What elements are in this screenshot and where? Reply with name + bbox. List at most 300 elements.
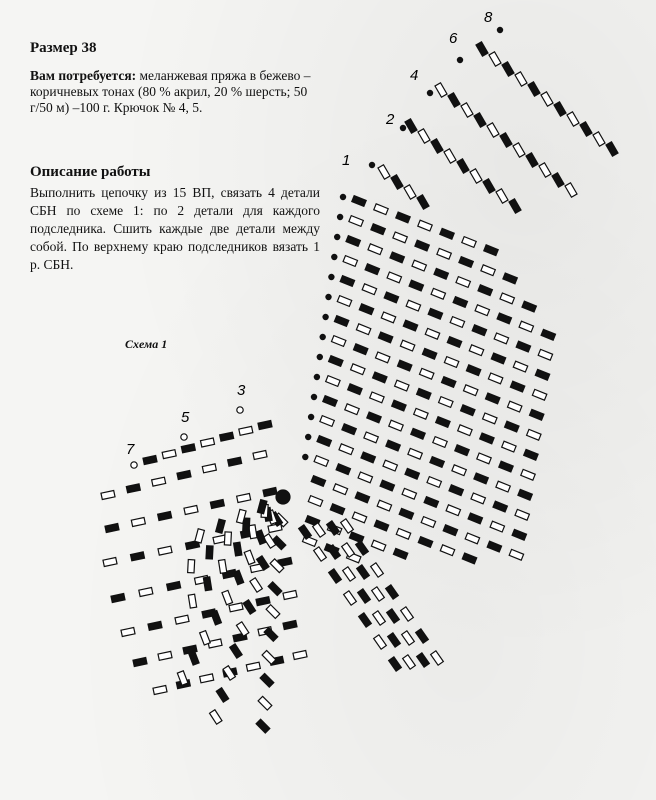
stitch <box>188 651 199 665</box>
stitch <box>343 567 356 581</box>
stitch <box>593 132 605 146</box>
chain-dot <box>323 314 328 319</box>
chain-dot <box>338 214 343 219</box>
stitch <box>328 545 341 559</box>
stitch <box>505 421 519 432</box>
stitch <box>373 372 387 383</box>
stitch <box>425 328 439 339</box>
stitch <box>105 524 119 533</box>
stitch <box>421 517 435 528</box>
row-number: 6 <box>449 30 458 47</box>
stitch <box>356 324 370 335</box>
stitch <box>490 521 504 532</box>
stitch <box>397 360 411 371</box>
stitch <box>101 491 115 500</box>
stitch <box>348 384 362 395</box>
stitch <box>158 546 172 555</box>
stitch <box>503 273 517 284</box>
stitch <box>502 62 514 76</box>
stitch <box>509 199 521 213</box>
stitch <box>400 340 414 351</box>
stitch <box>352 512 366 523</box>
stitch <box>327 521 340 535</box>
stitch <box>237 494 251 503</box>
stitch <box>448 93 460 107</box>
stitch <box>177 471 191 480</box>
stitch <box>390 252 404 263</box>
stitch <box>188 560 195 573</box>
stitch <box>130 552 144 561</box>
stitch <box>244 550 255 564</box>
stitch <box>313 523 326 537</box>
stitch <box>224 532 231 545</box>
stitch <box>344 591 357 605</box>
stitch <box>478 285 492 296</box>
stitch <box>606 142 618 156</box>
row-number: 8 <box>484 9 493 26</box>
stitch <box>446 505 460 516</box>
stitch <box>491 353 505 364</box>
stitch <box>427 477 441 488</box>
stitch <box>330 504 344 515</box>
stitch <box>414 408 428 419</box>
stitch <box>349 216 363 227</box>
row-number: 4 <box>410 67 419 84</box>
chain-dot <box>497 27 502 32</box>
stitch <box>320 416 334 427</box>
stitch <box>126 484 140 493</box>
stitch <box>428 308 442 319</box>
row-number: 3 <box>237 382 246 399</box>
stitch <box>293 651 307 660</box>
stitch <box>337 296 351 307</box>
stitch <box>444 357 458 368</box>
stitch <box>462 553 476 564</box>
chain-dot <box>309 414 314 419</box>
stitch <box>317 436 331 447</box>
stitch <box>181 444 195 453</box>
stitch <box>200 438 214 447</box>
stitch <box>457 159 469 173</box>
stitch <box>431 651 444 665</box>
stitch <box>405 119 417 133</box>
stitch <box>353 344 367 355</box>
stitch <box>515 509 529 520</box>
stitch <box>402 631 415 645</box>
stitch <box>518 489 532 500</box>
stitch <box>158 651 172 660</box>
stitch <box>502 441 516 452</box>
row-number: 1 <box>342 152 351 169</box>
stitch <box>516 341 530 352</box>
stitch <box>494 333 508 344</box>
stitch <box>314 456 328 467</box>
stitch <box>308 496 322 507</box>
stitch <box>283 621 297 630</box>
stitch <box>431 288 445 299</box>
stitch <box>493 501 507 512</box>
stitch <box>433 437 447 448</box>
stitch <box>497 313 511 324</box>
stitch <box>476 42 488 56</box>
stitch <box>387 272 401 283</box>
stitch <box>228 457 242 466</box>
stitch <box>417 388 431 399</box>
stitch <box>143 456 157 465</box>
stitch <box>364 432 378 443</box>
stitch <box>351 364 365 375</box>
size-heading: Размер 38 <box>30 40 97 56</box>
stitch <box>210 710 222 724</box>
stitch <box>430 457 444 468</box>
stitch <box>469 345 483 356</box>
stitch <box>200 674 214 683</box>
stitch <box>472 325 486 336</box>
stitch <box>480 433 494 444</box>
stitch <box>528 82 540 96</box>
stitch <box>162 450 176 459</box>
stitch <box>522 301 536 312</box>
stitch <box>483 413 497 424</box>
stitch <box>401 607 414 621</box>
stitch <box>499 461 513 472</box>
stitch <box>220 432 234 441</box>
stitch <box>567 112 579 126</box>
stitch <box>515 72 527 86</box>
stitch <box>352 196 366 207</box>
stitch <box>510 381 524 392</box>
stitch <box>436 417 450 428</box>
stitch <box>538 349 552 360</box>
stitch <box>417 653 430 667</box>
stitch <box>358 589 371 603</box>
stitch <box>266 605 280 619</box>
chain-dot <box>332 254 337 259</box>
stitch <box>386 585 399 599</box>
stitch <box>329 569 342 583</box>
stitch <box>387 609 400 623</box>
stitch <box>487 541 501 552</box>
stitch <box>471 493 485 504</box>
stitch <box>418 129 430 143</box>
stitch <box>299 525 312 539</box>
stitch <box>483 179 495 193</box>
stitch <box>375 352 389 363</box>
chain-dot <box>237 407 243 413</box>
stitch <box>374 204 388 215</box>
stitch <box>509 549 523 560</box>
stitch <box>395 380 409 391</box>
stitch <box>133 658 147 667</box>
stitch <box>470 169 482 183</box>
stitch <box>342 424 356 435</box>
stitch <box>565 183 577 197</box>
stitch <box>148 621 162 630</box>
stitch <box>229 603 243 612</box>
stitch <box>418 537 432 548</box>
stitch <box>377 500 391 511</box>
stitch <box>487 123 499 137</box>
chain-dot <box>335 234 340 239</box>
stitch <box>388 633 401 647</box>
stitch <box>246 662 260 671</box>
stitch <box>418 220 432 231</box>
stitch <box>484 245 498 256</box>
stitch <box>512 529 526 540</box>
stitch <box>477 453 491 464</box>
stitch <box>368 244 382 255</box>
stitch <box>373 611 386 625</box>
stitch <box>195 529 205 543</box>
stitch <box>345 404 359 415</box>
chain-dot <box>427 90 432 95</box>
stitch <box>139 588 153 597</box>
stitch <box>419 368 433 379</box>
chain-dot <box>306 434 311 439</box>
stitch <box>152 477 166 486</box>
stitch <box>256 597 270 606</box>
stitch <box>416 629 429 643</box>
stitch <box>409 280 423 291</box>
stitch <box>202 464 216 473</box>
stitch <box>336 464 350 475</box>
stitch <box>216 519 226 533</box>
stitch <box>527 429 541 440</box>
stitch <box>465 533 479 544</box>
stitch <box>456 277 470 288</box>
stitch <box>222 590 233 604</box>
chain-dot <box>320 334 325 339</box>
scheme-label: Схема 1 <box>125 337 168 351</box>
stitch <box>253 451 267 460</box>
stitch <box>340 276 354 287</box>
stitch <box>524 449 538 460</box>
chain-dot <box>311 394 316 399</box>
stitch <box>539 163 551 177</box>
stitch <box>239 426 253 435</box>
stitch <box>580 122 592 136</box>
stitch <box>447 337 461 348</box>
stitch <box>356 541 369 555</box>
stitch <box>258 421 272 430</box>
stitch <box>362 284 376 295</box>
stitch <box>513 143 525 157</box>
stitch <box>411 428 425 439</box>
stitch <box>402 488 416 499</box>
chain-dot <box>326 294 331 299</box>
stitch <box>372 587 385 601</box>
stitch <box>526 153 538 167</box>
stitch <box>243 600 255 614</box>
stitch <box>355 492 369 503</box>
stitch <box>552 173 564 187</box>
stitch <box>374 520 388 531</box>
stitch <box>234 542 242 556</box>
stitch <box>233 570 244 584</box>
stitch <box>334 316 348 327</box>
stitch <box>403 655 416 669</box>
stitch <box>500 133 512 147</box>
description-heading: Описание работы <box>30 164 151 180</box>
stitch <box>380 480 394 491</box>
stitch <box>441 377 455 388</box>
stitch <box>323 396 337 407</box>
stitch <box>103 558 117 567</box>
stitch <box>474 113 486 127</box>
stitch <box>437 248 451 259</box>
stitch <box>458 425 472 436</box>
stitch <box>521 469 535 480</box>
stitch <box>211 610 222 624</box>
stitch <box>403 320 417 331</box>
stitch <box>434 268 448 279</box>
stitch <box>386 440 400 451</box>
stitch <box>311 476 325 487</box>
stitch <box>461 103 473 117</box>
stitch <box>535 369 549 380</box>
stitch <box>218 560 226 574</box>
stitch <box>361 452 375 463</box>
stitch <box>513 361 527 372</box>
stitch <box>262 651 276 665</box>
stitch <box>399 508 413 519</box>
stitch <box>389 420 403 431</box>
stitch <box>393 548 407 559</box>
stitch <box>412 260 426 271</box>
stitch <box>210 500 224 509</box>
stitch <box>405 468 419 479</box>
description-text: Выполнить цепочку из 15 ВП, связать 4 детали СБН по схеме 1: по 2 детали для каждого подследника. Сшить каждые две детали между собой. По верхнему краю подследников вязать 1 р. СБН. <box>30 185 320 272</box>
stitch <box>358 472 372 483</box>
stitch <box>417 195 429 209</box>
stitch <box>459 257 473 268</box>
stitch <box>371 540 385 551</box>
stitch <box>541 329 555 340</box>
stitch <box>357 565 370 579</box>
stitch <box>408 448 422 459</box>
materials-label: Вам потребуется: <box>30 68 137 83</box>
stitch <box>260 673 274 687</box>
stitch <box>264 628 278 642</box>
stitch <box>532 389 546 400</box>
chain-dot <box>369 162 374 167</box>
chain-dot <box>131 462 137 468</box>
stitch <box>496 481 510 492</box>
stitch <box>444 149 456 163</box>
stitch <box>443 525 457 536</box>
stitch <box>391 175 403 189</box>
stitch <box>188 594 196 608</box>
stitch <box>258 696 272 710</box>
chain-dot <box>303 454 308 459</box>
stitch <box>404 185 416 199</box>
stitch <box>208 639 222 648</box>
stitch <box>439 397 453 408</box>
stitch <box>263 488 277 497</box>
stitch <box>206 546 213 559</box>
stitch <box>485 393 499 404</box>
stitch <box>554 102 566 116</box>
stitch <box>111 594 125 603</box>
stitch <box>167 582 181 591</box>
stitch <box>378 165 390 179</box>
stitch <box>450 317 464 328</box>
stitch <box>370 392 384 403</box>
stitch <box>346 236 360 247</box>
stitch <box>381 312 395 323</box>
stitch <box>424 497 438 508</box>
stitch <box>256 719 270 733</box>
stitch <box>268 582 282 596</box>
chain-dot <box>314 374 319 379</box>
stitch <box>431 139 443 153</box>
stitch <box>175 615 189 624</box>
stitch <box>519 321 533 332</box>
stitch <box>131 518 145 527</box>
stitch <box>396 528 410 539</box>
stitch <box>463 385 477 396</box>
stitch <box>466 365 480 376</box>
row-number: 7 <box>126 441 135 458</box>
chain-dot <box>457 57 462 62</box>
stitch <box>200 631 211 645</box>
stitch <box>158 512 172 521</box>
stitch <box>452 465 466 476</box>
stitch <box>374 635 387 649</box>
stitch <box>371 563 384 577</box>
stitch <box>393 232 407 243</box>
stitch <box>283 591 297 600</box>
stitch <box>329 356 343 367</box>
stitch <box>396 212 410 223</box>
stitch <box>121 628 135 637</box>
stitch <box>474 473 488 484</box>
stitch <box>481 265 495 276</box>
stitch <box>449 485 463 496</box>
stitch <box>529 409 543 420</box>
stitch <box>339 444 353 455</box>
stitch <box>326 376 340 387</box>
stitch <box>365 264 379 275</box>
start-ring <box>276 490 290 504</box>
stitch <box>488 373 502 384</box>
materials-text: меланжевая пряжа в бежево – коричневых тонах (80 % акрил, 20 % шерсть; 50 г/50 м) –100 г. Крючок № 4, 5. <box>30 68 311 115</box>
chain-dot <box>317 354 322 359</box>
stitch <box>359 304 373 315</box>
stitch <box>250 578 262 592</box>
stitch <box>359 613 372 627</box>
stitch <box>389 657 402 671</box>
stitch <box>496 189 508 203</box>
stitch <box>507 401 521 412</box>
stitch <box>203 577 211 591</box>
stitch <box>440 228 454 239</box>
stitch <box>184 506 198 515</box>
stitch <box>455 445 469 456</box>
stitch <box>489 52 501 66</box>
chain-dot <box>181 434 187 440</box>
stitch <box>475 305 489 316</box>
stitch <box>541 92 553 106</box>
stitch <box>415 240 429 251</box>
stitch <box>342 543 355 557</box>
stitch <box>468 513 482 524</box>
stitch <box>462 237 476 248</box>
stitch <box>331 336 345 347</box>
stitch <box>440 545 454 556</box>
stitch <box>461 405 475 416</box>
stitch <box>230 644 242 658</box>
